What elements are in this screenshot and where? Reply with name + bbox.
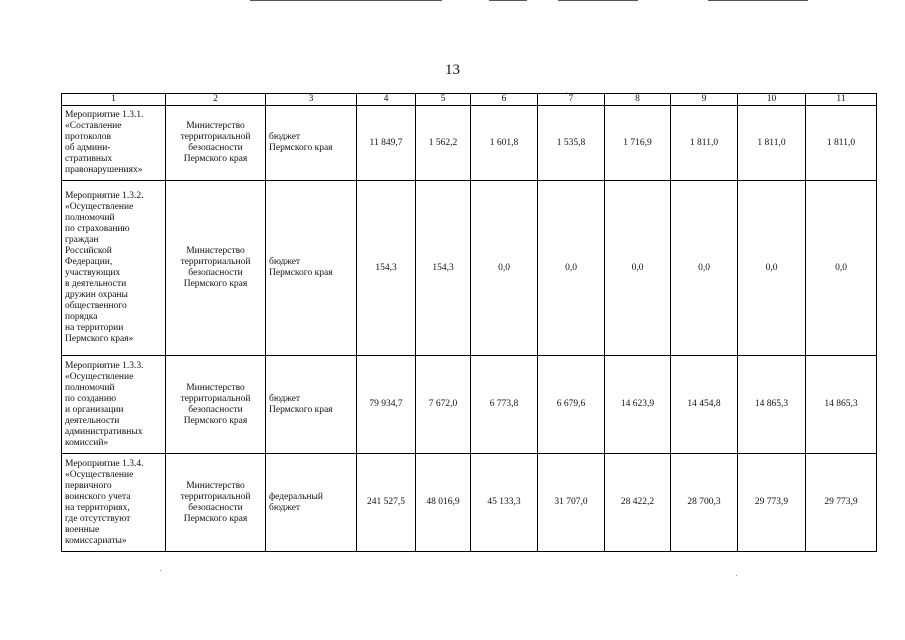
event-cell-line: «Составление	[65, 121, 122, 131]
funding-source-cell-line: бюджет	[269, 132, 301, 142]
executor-cell-line: Министерство	[186, 480, 245, 491]
event-cell-line: Пермского края»	[65, 334, 134, 344]
funding-source-cell-line: Пермского края	[269, 404, 333, 415]
column-header: 8	[605, 94, 671, 106]
table-row	[62, 356, 877, 454]
executor-cell-line: Пермского края	[183, 415, 248, 426]
table-row	[62, 106, 877, 181]
event-cell-line: полномочий	[65, 382, 115, 393]
event-cell	[62, 356, 166, 454]
value-cell: 1 811,0	[806, 106, 877, 181]
value-cell: 48 016,9	[416, 454, 471, 552]
value-cell: 28 422,2	[605, 454, 671, 552]
event-cell-line: протоколов	[65, 132, 111, 142]
top-rule	[489, 0, 527, 1]
executor-cell-line: безопасности	[188, 143, 243, 153]
event-cell-line: стративных	[65, 154, 113, 164]
value-cell: 1 601,8	[471, 106, 538, 181]
event-cell-line: комиссариаты»	[65, 535, 127, 546]
executor-cell-line: территориальной	[180, 393, 251, 404]
executor-cell	[166, 356, 266, 454]
event-cell-line: полномочий	[65, 213, 115, 223]
scan-speck	[736, 575, 737, 576]
value-cell: 7 672,0	[416, 356, 471, 454]
event-cell-line: Федерации,	[65, 257, 113, 267]
event-cell-line: Мероприятие 1.3.4.	[65, 458, 144, 469]
executor-cell-line: безопасности	[188, 404, 243, 415]
executor-cell-line: Министерство	[186, 382, 245, 393]
executor-cell	[166, 454, 266, 552]
event-cell-line: правонарушениях»	[65, 165, 143, 175]
event-cell-line: первичного	[65, 480, 112, 491]
value-cell: 154,3	[357, 181, 416, 356]
event-cell-line: общественного	[65, 301, 127, 311]
event-cell-line: в деятельности	[65, 279, 127, 289]
table-row	[62, 181, 877, 356]
value-cell: 31 707,0	[538, 454, 605, 552]
funding-source-cell-line: Пермского края	[269, 268, 333, 278]
funding-source-cell	[266, 181, 357, 356]
value-cell: 79 934,7	[357, 356, 416, 454]
event-cell-line: «Осуществление	[65, 469, 134, 480]
funding-source-cell-line: бюджет	[269, 502, 301, 513]
top-rule	[250, 0, 442, 1]
event-cell-line: участвующих	[65, 268, 121, 278]
event-cell-line: Мероприятие 1.3.2.	[65, 191, 144, 201]
value-cell: 0,0	[605, 181, 671, 356]
value-cell: 0,0	[538, 181, 605, 356]
column-header: 1	[62, 94, 166, 106]
executor-cell-line: территориальной	[180, 132, 251, 142]
event-cell-line: Мероприятие 1.3.3.	[65, 360, 144, 371]
budget-table	[61, 93, 877, 552]
executor-cell-line: Министерство	[186, 246, 245, 256]
column-header: 4	[357, 94, 416, 106]
funding-source-cell-line: бюджет	[269, 393, 301, 404]
event-cell	[62, 106, 166, 181]
event-cell	[62, 454, 166, 552]
scan-speck	[160, 570, 161, 571]
column-header: 5	[416, 94, 471, 106]
executor-cell-line: Пермского края	[183, 513, 248, 524]
executor-cell-line: безопасности	[188, 502, 243, 513]
event-cell	[62, 181, 166, 356]
funding-source-cell	[266, 454, 357, 552]
value-cell: 0,0	[471, 181, 538, 356]
column-header: 9	[671, 94, 738, 106]
executor-cell-line: территориальной	[180, 257, 251, 267]
value-cell: 28 700,3	[671, 454, 738, 552]
event-cell-line: на территориях,	[65, 502, 130, 513]
value-cell: 1 562,2	[416, 106, 471, 181]
event-cell-line: Мероприятие 1.3.1.	[65, 110, 144, 120]
table-body	[62, 94, 877, 552]
value-cell: 154,3	[416, 181, 471, 356]
event-cell-line: «Осуществление	[65, 202, 134, 212]
funding-source-cell-line: бюджет	[269, 257, 301, 267]
value-cell: 11 849,7	[357, 106, 416, 181]
event-cell-line: Российской	[65, 246, 112, 256]
executor-cell	[166, 106, 266, 181]
value-cell: 0,0	[738, 181, 806, 356]
event-cell-line: по страхованию	[65, 224, 130, 234]
executor-cell-line: Пермского края	[183, 279, 248, 289]
column-header: 7	[538, 94, 605, 106]
event-cell-line: граждан	[65, 235, 99, 245]
value-cell: 1 716,9	[605, 106, 671, 181]
event-cell-line: на территории	[65, 323, 124, 333]
event-cell-line: об админи-	[65, 143, 111, 153]
value-cell: 241 527,5	[357, 454, 416, 552]
event-cell-line: «Осуществление	[65, 371, 134, 382]
value-cell: 1 811,0	[738, 106, 806, 181]
event-cell-line: и организации	[65, 404, 124, 415]
event-cell-line: порядка	[65, 312, 98, 322]
funding-source-cell-line: федеральный	[269, 491, 323, 502]
header-row	[62, 94, 877, 106]
value-cell: 0,0	[806, 181, 877, 356]
event-cell-line: военные	[65, 524, 100, 535]
column-header: 11	[806, 94, 877, 106]
executor-cell-line: Министерство	[186, 121, 245, 131]
event-cell-line: где отсутствуют	[65, 513, 131, 524]
value-cell: 29 773,9	[738, 454, 806, 552]
executor-cell-line: безопасности	[188, 268, 243, 278]
value-cell: 14 865,3	[806, 356, 877, 454]
column-header: 6	[471, 94, 538, 106]
value-cell: 14 623,9	[605, 356, 671, 454]
event-cell-line: административных	[65, 426, 143, 437]
value-cell: 0,0	[671, 181, 738, 356]
executor-cell-line: территориальной	[180, 491, 251, 502]
value-cell: 1 535,8	[538, 106, 605, 181]
value-cell: 14 865,3	[738, 356, 806, 454]
top-rule	[558, 0, 638, 1]
value-cell: 6 773,8	[471, 356, 538, 454]
value-cell: 45 133,3	[471, 454, 538, 552]
executor-cell-line: Пермского края	[183, 154, 248, 164]
table-row	[62, 454, 877, 552]
top-rule	[708, 0, 808, 1]
event-cell-line: по созданию	[65, 393, 117, 404]
column-header: 2	[166, 94, 266, 106]
value-cell: 1 811,0	[671, 106, 738, 181]
page-number: 13	[445, 62, 460, 78]
event-cell-line: дружин охраны	[65, 290, 128, 300]
funding-source-cell-line: Пермского края	[269, 143, 333, 153]
event-cell-line: деятельности	[65, 415, 120, 426]
event-cell-line: воинского учета	[65, 491, 131, 502]
column-header: 10	[738, 94, 806, 106]
scan-speck	[566, 92, 567, 93]
value-cell: 6 679,6	[538, 356, 605, 454]
column-header: 3	[266, 94, 357, 106]
value-cell: 29 773,9	[806, 454, 877, 552]
value-cell: 14 454,8	[671, 356, 738, 454]
event-cell-line: комиссий»	[65, 437, 109, 448]
funding-source-cell	[266, 106, 357, 181]
executor-cell	[166, 181, 266, 356]
funding-source-cell	[266, 356, 357, 454]
